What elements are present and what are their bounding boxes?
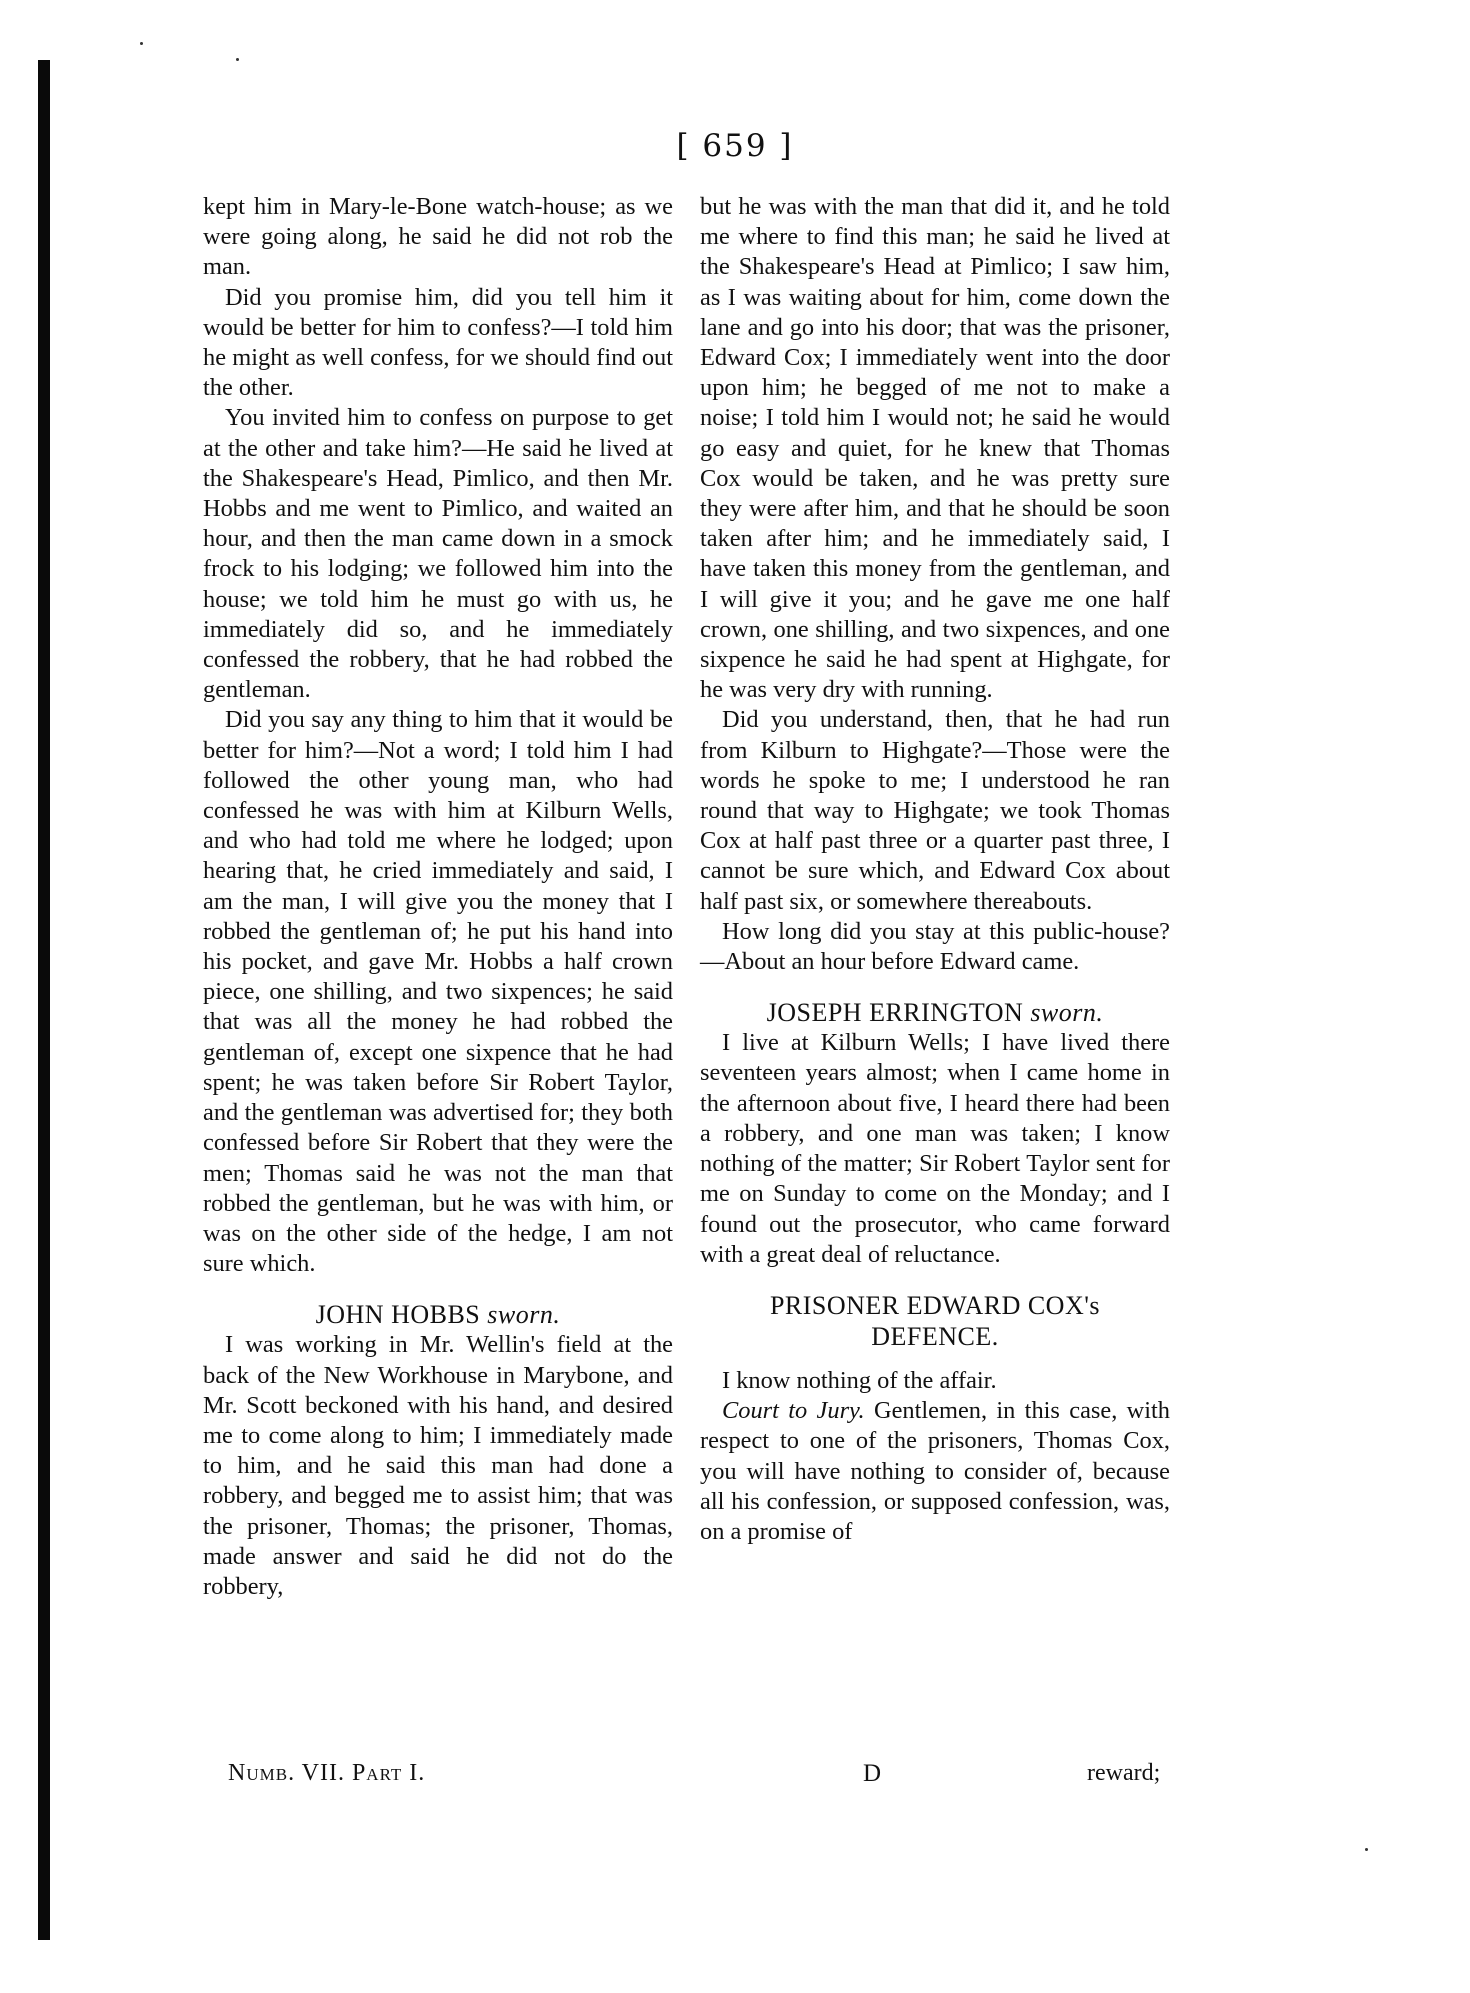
binding-edge (38, 60, 50, 1940)
paragraph (203, 1330, 673, 1602)
paragraph-text: but he was with the man that did it, and he told me where to find this man; he said he lived at the Shakespeare's Head at Pimlico; I saw him, as I was waiting about for him, come down the lane and go into his door; that was the prisoner, Edward Cox; I immediately went into the door upon him; he begged of me not to make a noise; I told him I would not; he said he would go easy and quiet, for he knew that Thomas Cox would be taken, and he was pretty sure they were after him, and that he should be soon taken after him; and he immediately said, I have taken this money from the gentleman, and I will give it you; and he gave me one half crown, one shilling, and two sixpences, and one sixpence he said he had spent at Highgate, for he was very dry with running. (700, 193, 1170, 704)
paragraph-text: I live at Kilburn Wells; I have lived there seventeen years almost; when I came home in the afternoon about five, I heard there had been a robbery, and one man was taken; I know nothing of the matter; Sir Robert Taylor sent for me on Sunday to come on the Monday; and I found out the prosecutor, who came forward with a great deal of reluctance. (700, 1029, 1170, 1268)
defence-heading-line: DEFENCE. (871, 1321, 999, 1351)
sworn-label: sworn. (487, 1300, 561, 1330)
paragraph-text: Did you promise him, did you tell him it would be better for him to confess?—I told him he might as well confess, for we should find out the other. (203, 283, 673, 402)
paragraph-text: Did you say any thing to him that it would be better for him?—Not a word; I told him I had followed the other young man, who had confessed he was with him at Kilburn Wells, and who had told me where he lodged; upon hearing that, he cried immediately and said, I am the man, I will give you the money that I robbed the gentleman of; he put his hand into his pocket, and gave Mr. Hobbs a half crown piece, one shilling, and two sixpences; he said that was all the money he had robbed the gentleman of, except one sixpence that he had spent; he was taken before Sir Robert Taylor, and the gentleman was advertised for; they both confessed before Sir Robert that they were the men; Thomas said he was not the man that robbed the gentleman, but he was with him, or was on the other side of the hedge, I am not sure which. (203, 706, 673, 1278)
left-column (203, 192, 673, 1602)
paragraph (700, 705, 1170, 916)
witness-heading (700, 997, 1170, 1028)
speck (1365, 1848, 1368, 1851)
speaker-lead: Court to Jury. (722, 1397, 865, 1425)
paragraph-text: kept him in Mary-le-Bone watch-house; as we were going along, he said he did not rob the man. (203, 193, 673, 281)
witness-heading (203, 1299, 673, 1330)
paragraph (203, 705, 673, 1279)
number-part-label: Numb. VII. Part I. (228, 1760, 426, 1786)
speck (236, 58, 239, 61)
paragraph-text: Did you understand, then, that he had run from Kilburn to Highgate?—Those were the words he spoke to me; I understood he ran round that way to Highgate; we took Thomas Cox at half past three or a quarter past three, I cannot be sure which, and Edward Cox about half past six, or somewhere thereabouts. (700, 706, 1170, 915)
sworn-label: sworn. (1030, 998, 1104, 1028)
paragraph-text: Gentlemen, in this case, with respect to one of the prisoners, Thomas Cox, you will have nothing to consider of, because all his confession, or supposed confession, was, on a promise of (700, 1397, 1171, 1545)
speck (140, 42, 143, 45)
paragraph (203, 283, 673, 404)
defence-heading-line: PRISONER EDWARD COX's (769, 1290, 1101, 1320)
signature-mark: D (863, 1760, 882, 1787)
paragraph (203, 403, 673, 705)
paragraph (700, 192, 1170, 705)
defence-heading (700, 1290, 1170, 1352)
right-column (700, 192, 1170, 1547)
catchword: reward; (1087, 1760, 1161, 1786)
witness-name: JOSEPH ERRINGTON (766, 998, 1024, 1028)
paragraph (700, 917, 1170, 977)
paragraph-text: I know nothing of the affair. (722, 1366, 997, 1394)
paragraph (203, 192, 673, 283)
paragraph-text: How long did you stay at this public-house?—About an hour before Edward came. (700, 917, 1170, 976)
paragraph-text: I was working in Mr. Wellin's field at the back of the New Workhouse in Marybone, and Mr. Scott beckoned with his hand, and desired me to come along to him; I immediately made to him, and he said this man had done a robbery, and begged me to assist him; that was the prisoner, Thomas; the prisoner, Thomas, made answer and said he did not do the robbery, (203, 1331, 673, 1600)
witness-name: JOHN HOBBS (315, 1300, 481, 1330)
page-number: [ 659 ] (676, 128, 794, 164)
paragraph (700, 1366, 1170, 1396)
paragraph-text: You invited him to confess on purpose to get at the other and take him?—He said he lived at the Shakespeare's Head, Pimlico, and then Mr. Hobbs and me went to Pimlico, and waited an hour, and then the man came down in a smock frock to his lodging; we followed him into the house; we told him he must go with us, he immediately did so, and he immediately confessed the robbery, that he had robbed the gentleman. (203, 404, 673, 704)
paragraph (700, 1396, 1170, 1547)
paragraph (700, 1028, 1170, 1270)
